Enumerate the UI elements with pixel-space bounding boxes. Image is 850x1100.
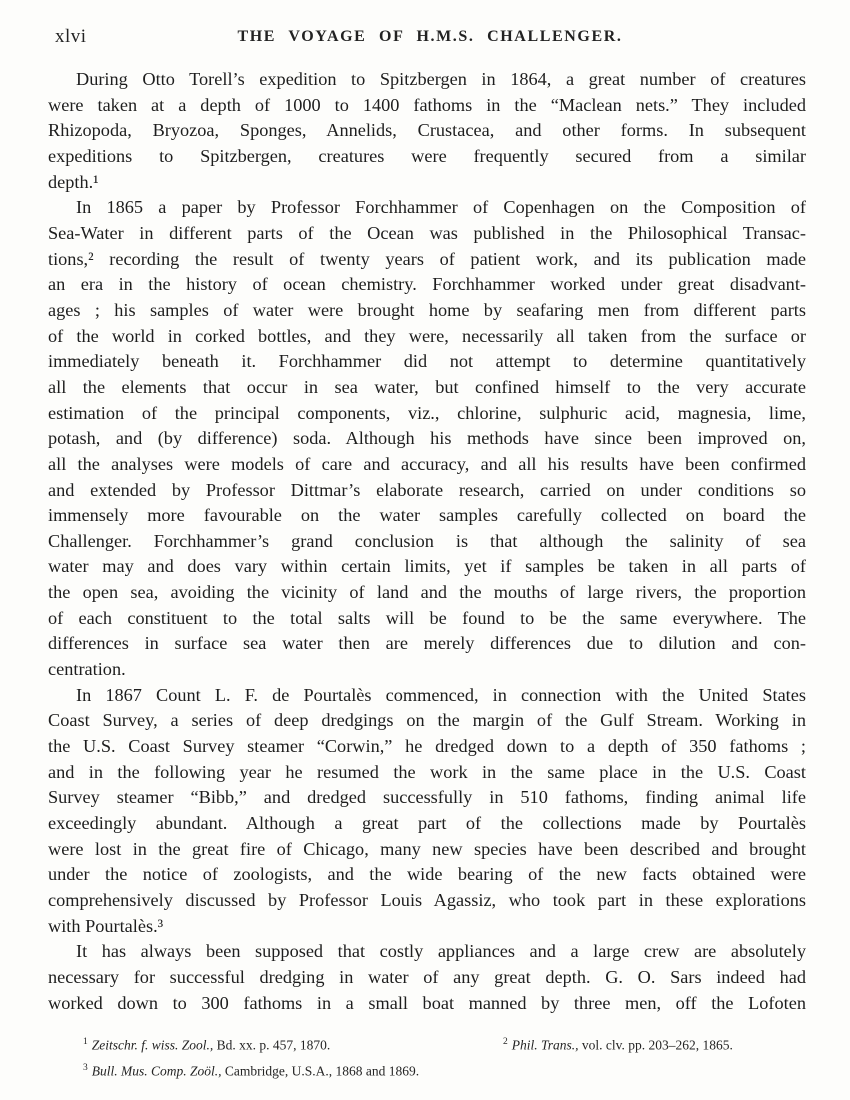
text-line: differences in surface sea water then are merely differences due to dilution and con- (48, 633, 806, 654)
text-line: immensely more favourable on the water samples carefully collected on board the (48, 505, 806, 526)
paragraph (48, 683, 806, 940)
text-line: Survey steamer “Bibb,” and dredged successfully in 510 fathoms, finding animal life (48, 787, 806, 808)
text-line: and extended by Professor Dittmar’s elaborate research, carried on under conditions so (48, 479, 806, 500)
footnote-source: Phil. Trans., (511, 1037, 579, 1053)
footnote-marker: 1 (83, 1037, 88, 1047)
text-line: comprehensively discussed by Professor Louis Agassiz, who took part in these explorations (48, 890, 806, 910)
footnote-detail: Cambridge, U.S.A., 1868 and 1869. (221, 1063, 420, 1078)
text-line: the U.S. Coast Survey steamer “Corwin,” he dredged down to a depth of 350 fathoms ; (48, 736, 806, 757)
footnotes (48, 1031, 808, 1082)
text-line: and in the following year he resumed the work in the same place in the U.S. Coast (48, 761, 806, 782)
text-line: under the notice of zoologists, and the wide bearing of the new facts obtained were (48, 864, 806, 885)
text-line: Coast Survey, a series of deep dredgings on the margin of the Gulf Stream. Working in (48, 710, 806, 731)
text-line: Challenger. Forchhammer’s grand conclusion is that although the salinity of sea (48, 530, 806, 551)
footnote-source: Bull. Mus. Comp. Zoöl., (91, 1063, 222, 1078)
text-line: In 1867 Count L. F. de Pourtalès commenced, in connection with the United States (76, 684, 806, 705)
text-line: depth.¹ (48, 171, 99, 192)
footnote-detail: vol. clv. pp. 203–262, 1865. (578, 1037, 733, 1053)
text-line: with Pourtalès.³ (48, 915, 164, 936)
paragraph (48, 195, 806, 682)
text-line: worked down to 300 fathoms in a small boat manned by three men, off the Lofoten (48, 992, 806, 1013)
text-line: necessary for successful dredging in water of any great depth. G. O. Sars indeed had (48, 966, 806, 987)
text-line: of each constituent to the total salts will be found to be the same everywhere. The (48, 607, 806, 628)
text-line: water may and does vary within certain limits, yet if samples be taken in all parts of (48, 556, 806, 577)
text-line: tions,² recording the result of twenty years of patient work, and its publication made (48, 248, 806, 269)
footnote-detail: Bd. xx. p. 457, 1870. (213, 1037, 331, 1053)
footnote-marker: 2 (503, 1037, 508, 1047)
text-line: Sea-Water in different parts of the Ocean was published in the Philosophical Transac- (48, 222, 806, 243)
text-line: In 1865 a paper by Professor Forchhammer of Copenhagen on the Composition of (76, 197, 806, 218)
page-number: xlvi (55, 26, 87, 47)
text-line: of the world in corked bottles, and they were, necessarily all taken from the surface or (48, 325, 806, 346)
body-text (48, 67, 806, 1016)
text-line: all the elements that occur in sea water, but confined himself to the very accurate (48, 376, 806, 397)
text-line: potash, and (by difference) soda. Although his methods have since been improved on, (48, 428, 806, 449)
footnote-source: Zeitschr. f. wiss. Zool., (91, 1037, 214, 1053)
text-line: were lost in the great fire of Chicago, many new species have been described and brought (48, 838, 806, 859)
running-title: THE VOYAGE OF H.M.S. CHALLENGER. (237, 28, 623, 45)
text-line: exceedingly abundant. Although a great part of the collections made by Pourtalès (48, 813, 806, 834)
paragraph (48, 939, 806, 1016)
text-line: Rhizopoda, Bryozoa, Sponges, Annelids, Crustacea, and other forms. In subsequent (48, 120, 806, 141)
footnote-3 (48, 1057, 808, 1083)
text-line: the open sea, avoiding the vicinity of land and the mouths of large rivers, the proportion (48, 582, 806, 603)
text-line: immediately beneath it. Forchhammer did not attempt to determine quantitatively (48, 351, 806, 372)
text-line: were taken at a depth of 1000 to 1400 fathoms in the “Maclean nets.” They included (48, 94, 806, 115)
paragraph (48, 67, 806, 195)
text-line: During Otto Torell’s expedition to Spitzbergen in 1864, a great number of creatures (76, 69, 806, 89)
footnote-row (48, 1031, 808, 1057)
text-line: centration. (48, 659, 126, 680)
text-line: all the analyses were models of care and accuracy, and all his results have been confirmed (48, 453, 806, 474)
text-line: an era in the history of ocean chemistry. Forchhammer worked under great disadvant- (48, 274, 806, 295)
footnote-2 (503, 1031, 808, 1057)
text-line: It has always been supposed that costly appliances and a large crew are absolutely (76, 941, 806, 962)
footnote-1 (48, 1031, 503, 1057)
text-line: estimation of the principal components, viz., chlorine, sulphuric acid, magnesia, lime, (48, 402, 806, 423)
footnote-marker: 3 (83, 1062, 88, 1073)
text-line: expeditions to Spitzbergen, creatures were frequently secured from a similar (48, 145, 806, 166)
text-line: ages ; his samples of water were brought home by seafaring men from different parts (48, 299, 806, 320)
